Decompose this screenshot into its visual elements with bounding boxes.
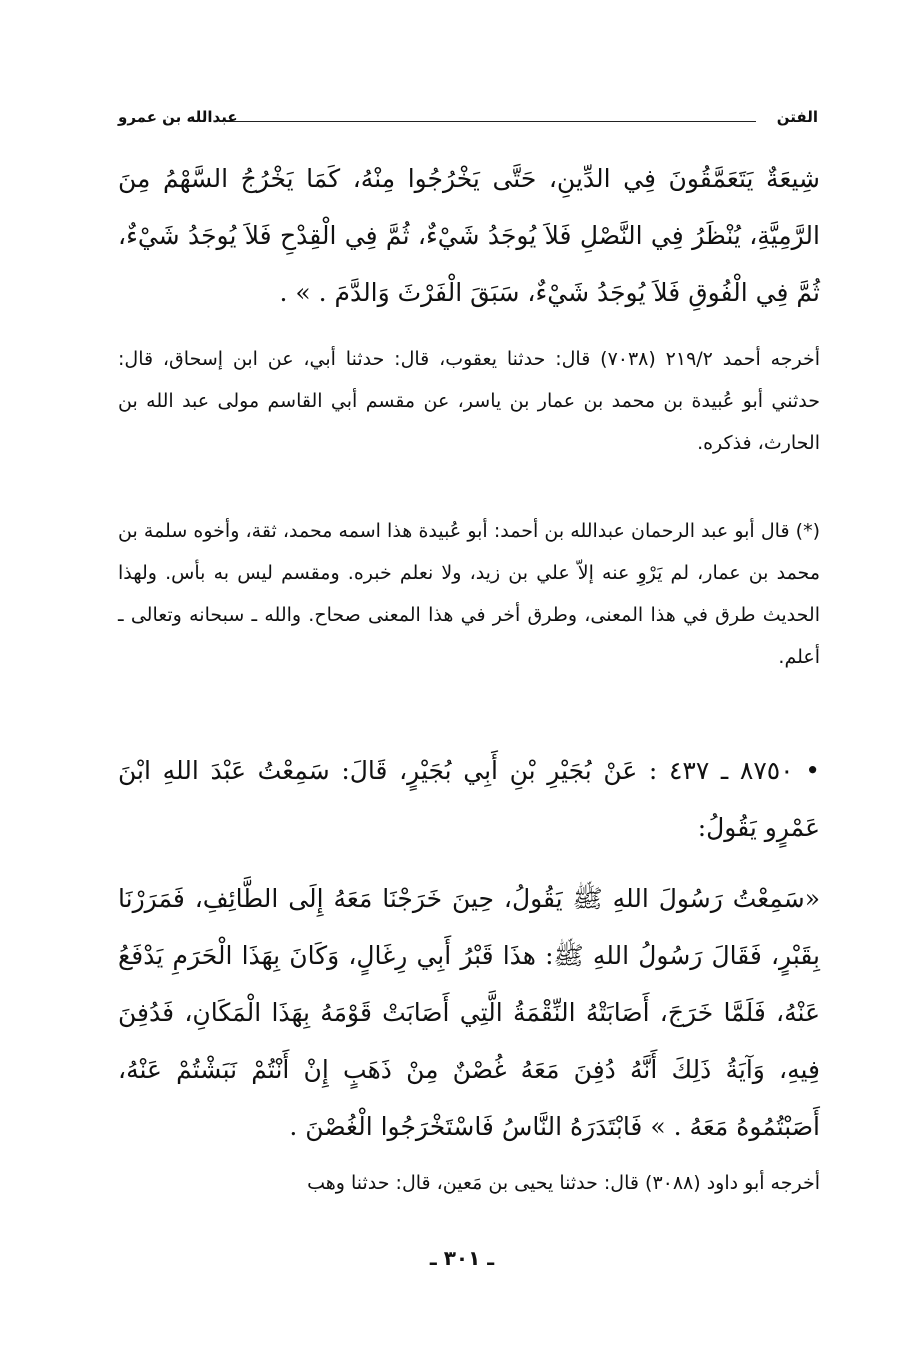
hadith-text-continued: شِيعَةٌ يَتَعَمَّقُونَ فِي الدِّينِ، حَتَّى يَخْرُجُوا مِنْهُ، كَمَا يَخْرُجُ السَّهْمُ مِنَ الرَّمِيَّةِ، يُنْظَرُ فِي النَّصْلِ فَلاَ يُوجَدُ شَيْءٌ، ثُمَّ فِي الْقِدْحِ فَلاَ يُوجَدُ شَيْءٌ، ثُمَّ فِي الْفُوقِ فَلاَ يُوجَدُ شَيْءٌ، سَبَقَ الْفَرْثَ وَالدَّمَ . » .	[118, 164, 820, 307]
commentary-note: (*) قال أبو عبد الرحمان عبدالله بن أحمد: أبو عُبيدة هذا اسمه محمد، ثقة، وأخوه سلمة بن محمد بن عمار، لم يَرْوِ عنه إلاّ علي بن زيد، ولا نعلم خبره. ومقسم ليس به بأس. ولهذا الحديث طرق في هذا المعنى، وطرق أخر في هذا المعنى صحاح. والله ـ سبحانه وتعالى ـ أعلم.	[118, 520, 820, 668]
hadith-text: «سَمِعْتُ رَسُولَ اللهِ ﷺ يَقُولُ، حِينَ خَرَجْنَا مَعَهُ إِلَى الطَّائِفِ، فَمَرَرْنَا بِقَبْرٍ، فَقَالَ رَسُولُ اللهِ ﷺ: هذَا قَبْرُ أَبِي رِغَالٍ، وَكَانَ بِهَذَا الْحَرَمِ يَدْفَعُ عَنْهُ، فَلَمَّا خَرَجَ، أَصَابَتْهُ النِّقْمَةُ الَّتِي أَصَابَتْ قَوْمَهُ بِهَذَا الْمَكَانِ، فَدُفِنَ فِيهِ، وَآيَةُ ذَلِكَ أَنَّهُ دُفِنَ مَعَهُ غُصْنٌ مِنْ ذَهَبٍ إِنْ أَنْتُمْ نَبَشْتُمْ عَنْهُ، أَصَبْتُمُوهُ مَعَهُ . » فَابْتَدَرَهُ النَّاسُ فَاسْتَخْرَجُوا الْغُصْنَ .	[118, 884, 820, 1141]
chapter-title: الفتن	[776, 108, 818, 126]
takhrij-note: أخرجه أحمد ٢١٩/٢ (٧٠٣٨) قال: حدثنا يعقوب، قال: حدثنا أبي، عن ابن إسحاق، قال: حدثني أبو عُبيدة بن محمد بن عمار بن ياسر، عن مقسم أبي القاسم مولى عبد الله بن الحارث، فذكره.	[118, 348, 821, 454]
section-title: عبدالله بن عمرو	[118, 108, 238, 126]
page-number: ـ ٣٠١ ـ	[429, 1246, 495, 1270]
running-header	[118, 108, 818, 134]
takhrij-note-2: أخرجه أبو داود (٣٠٨٨) قال: حدثنا يحيى بن مَعين، قال: حدثنا وهب	[307, 1172, 820, 1194]
hadith-heading: • ٨٧٥٠ ـ ٤٣٧ : عَنْ بُجَيْرِ بْنِ أَبِي بُجَيْرٍ، قَالَ: سَمِعْتُ عَبْدَ اللهِ ابْنَ عَمْرٍو يَقُولُ:	[118, 756, 820, 842]
header-rule	[228, 121, 756, 122]
